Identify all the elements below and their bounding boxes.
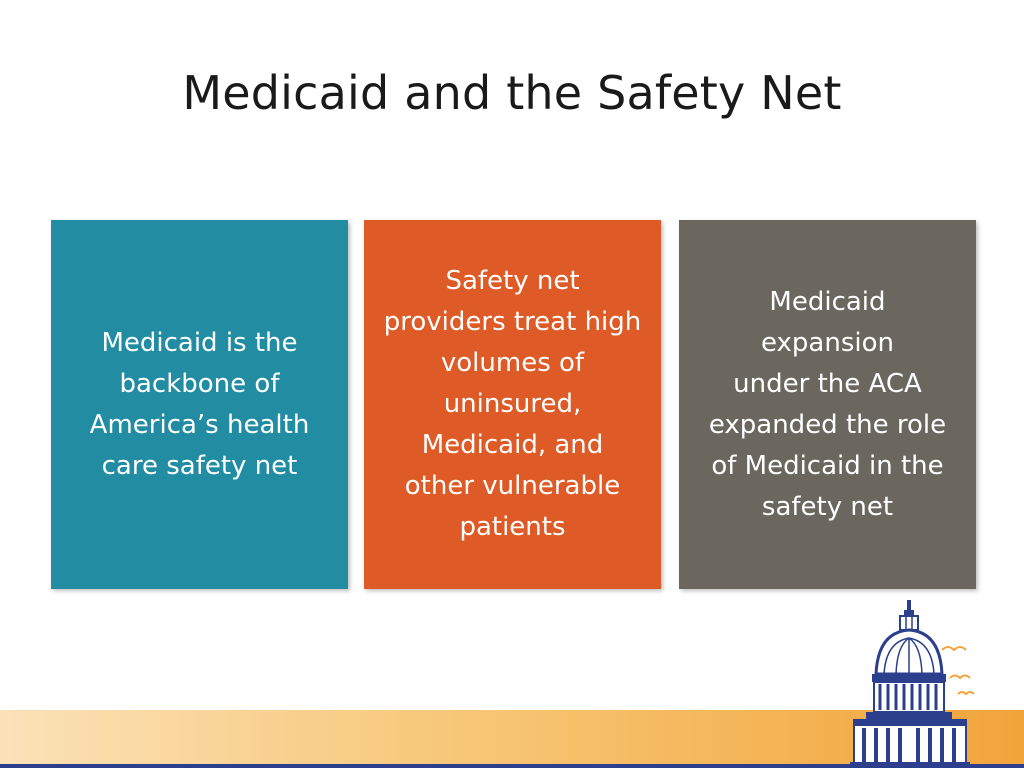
text-line: America’s health — [89, 409, 310, 440]
text-line: expansion — [760, 327, 894, 358]
text-line: uninsured, — [443, 389, 582, 419]
text-line: volumes of — [440, 348, 585, 378]
text-line: care safety net — [101, 450, 298, 481]
text-line: of Medicaid in the — [711, 450, 944, 481]
info-box-text — [709, 282, 946, 528]
text-line: safety net — [761, 491, 894, 522]
info-box-text — [90, 323, 310, 487]
text-line: expanded the role — [708, 409, 947, 440]
text-line: Medicaid is the — [101, 327, 298, 358]
text-line: Safety net — [445, 266, 580, 296]
capitol-dome-icon — [846, 598, 974, 768]
slide-title: Medicaid and the Safety Net — [182, 66, 842, 120]
info-box-providers — [364, 220, 661, 589]
info-box-text — [384, 261, 642, 548]
text-line: other vulnerable — [404, 471, 621, 501]
info-box-backbone — [51, 220, 348, 589]
text-line: patients — [459, 512, 566, 542]
text-line: backbone of — [119, 368, 280, 399]
text-line: under the ACA — [733, 368, 922, 399]
text-line: Medicaid, and — [421, 430, 604, 460]
text-line: providers treat high — [383, 307, 642, 337]
info-box-expansion — [679, 220, 976, 589]
text-line: Medicaid — [769, 286, 886, 317]
